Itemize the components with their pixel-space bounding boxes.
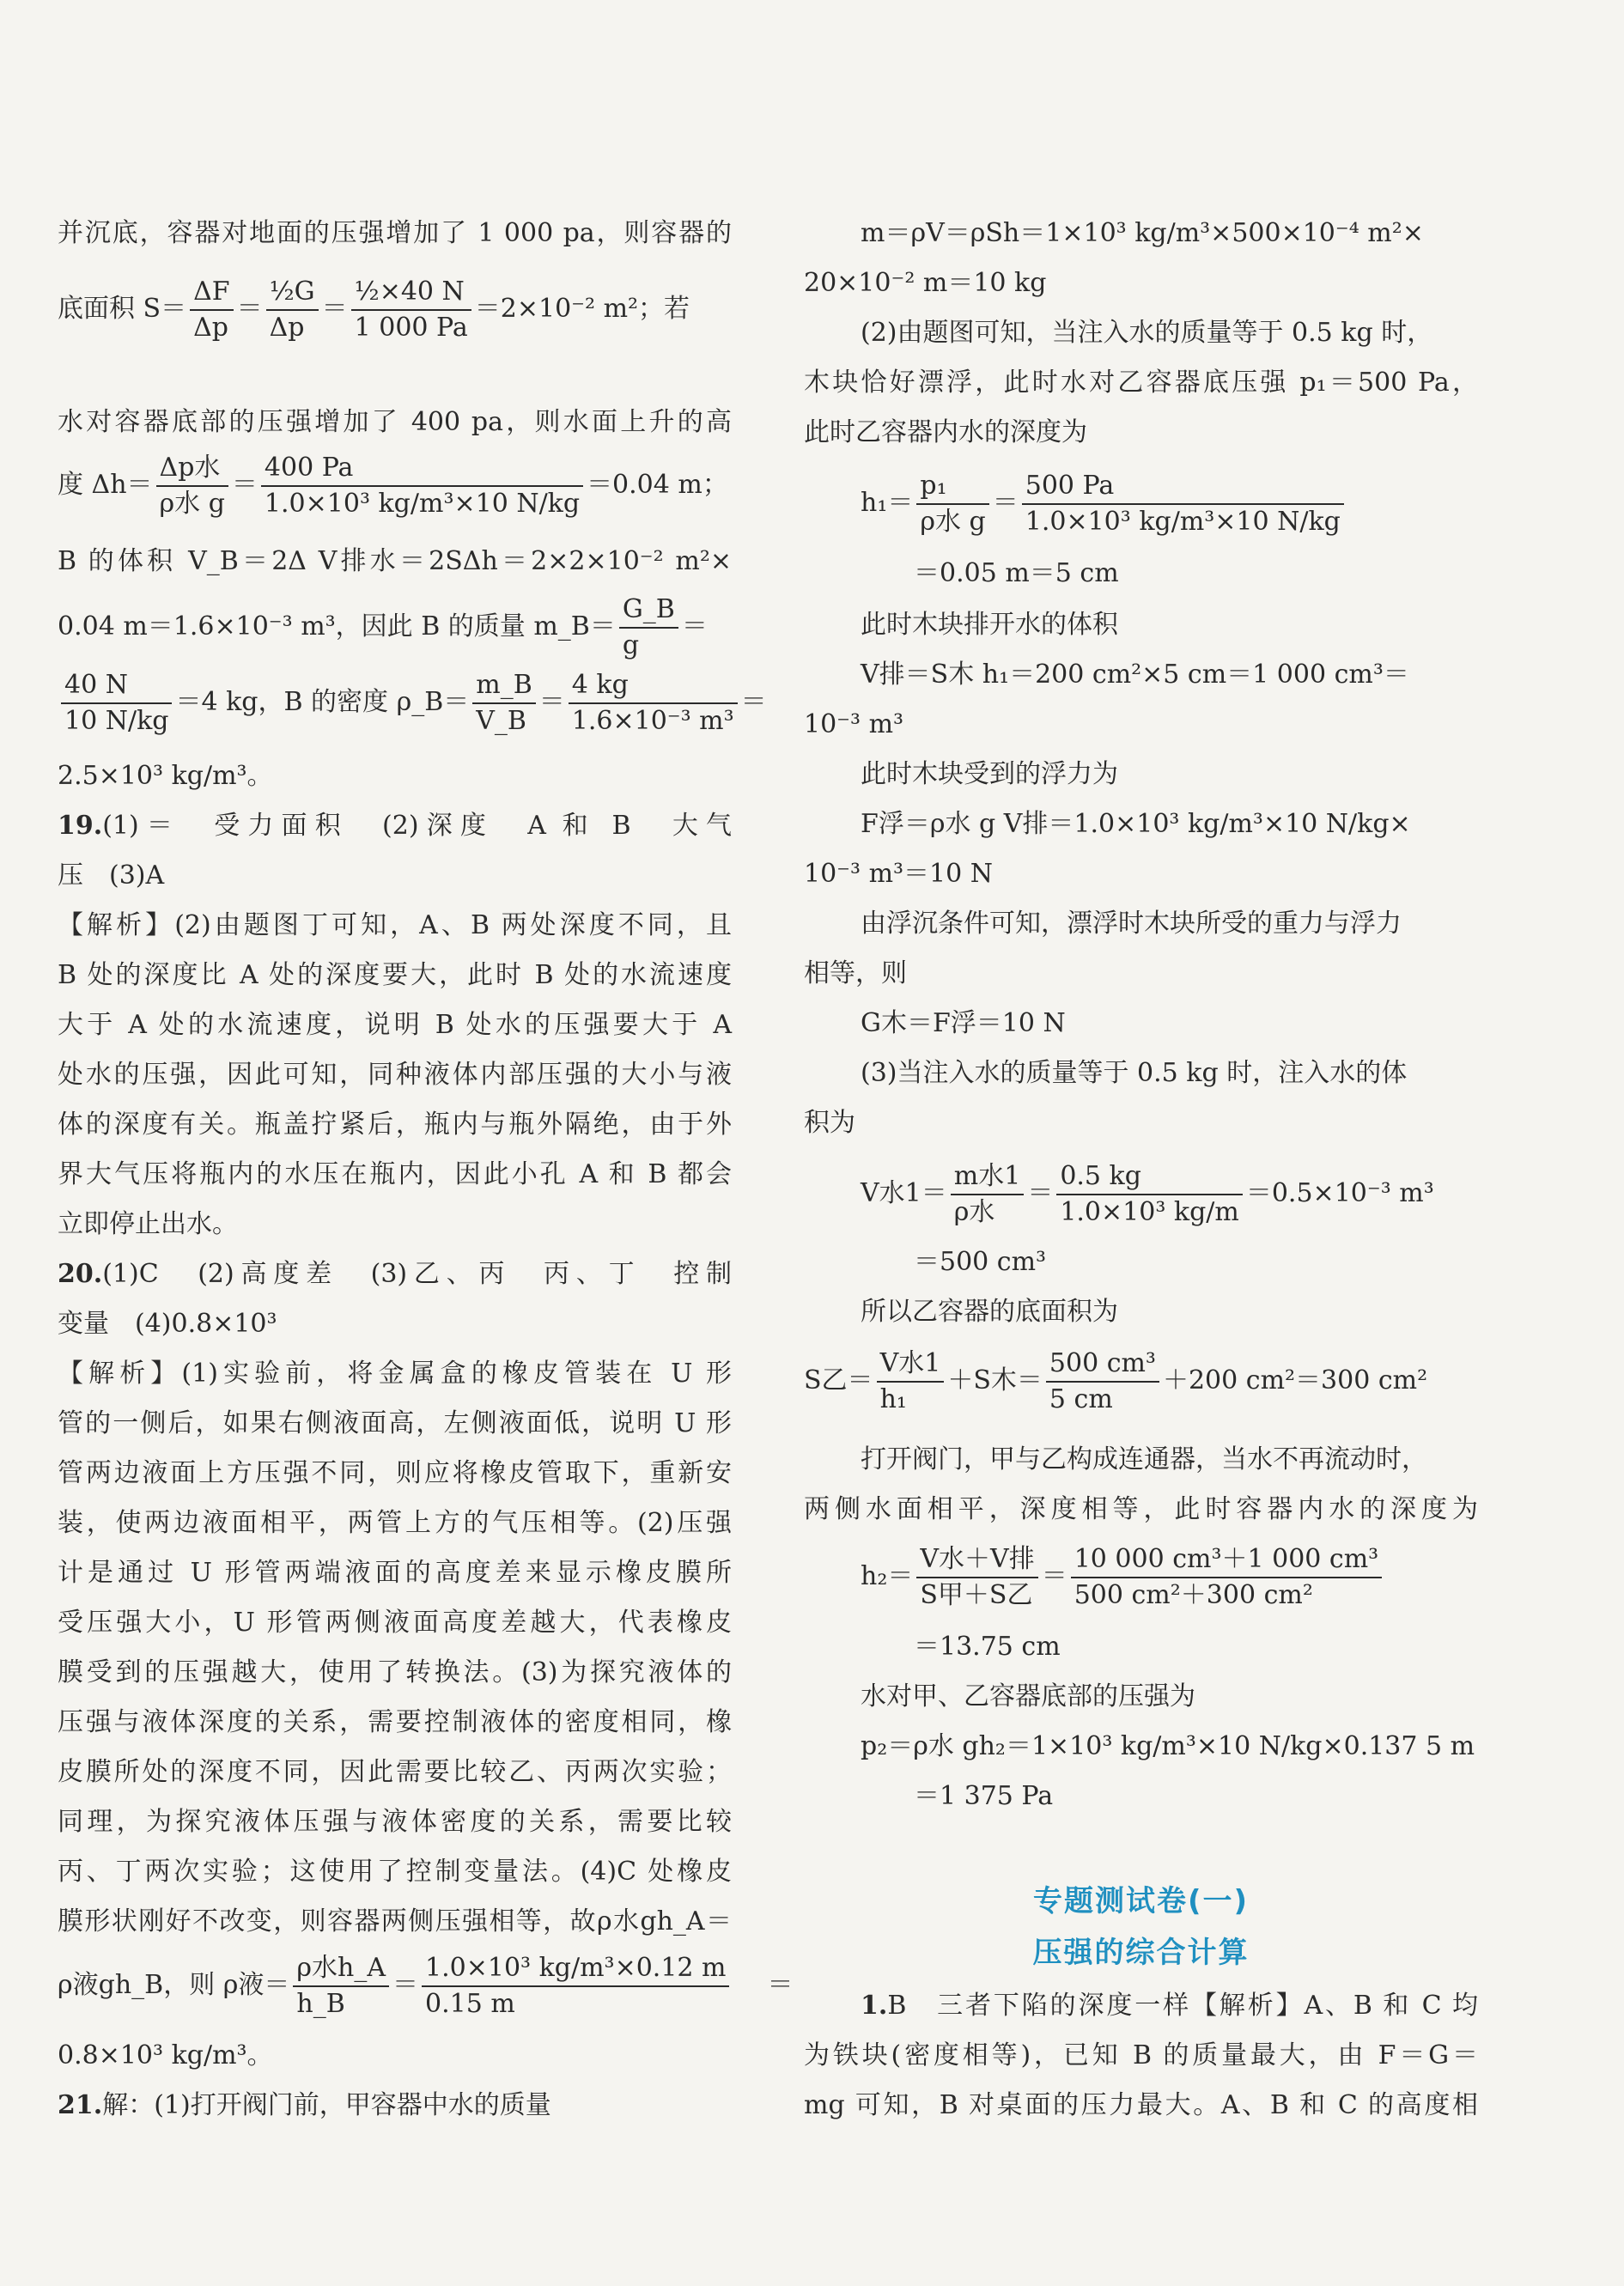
text-line: 10⁻³ m³＝10 N bbox=[804, 859, 994, 889]
denominator: V_B bbox=[476, 706, 526, 736]
numerator: 500 Pa bbox=[1022, 471, 1344, 505]
answer-20 bbox=[58, 1257, 732, 1292]
text-run: ＝0.5×10⁻³ m³ bbox=[1245, 1178, 1434, 1208]
text-line: 皮膜所处的深度不同，因此需要比较乙、丙两次实验； bbox=[58, 1757, 732, 1787]
denominator: ρ水 g bbox=[920, 507, 986, 537]
text-run: ＝0.04 m； bbox=[587, 470, 728, 500]
text-line: 并沉底，容器对地面的压强增加了 1 000 pa，则容器的 bbox=[58, 218, 732, 248]
numerator: 500 cm³ bbox=[1046, 1348, 1159, 1383]
fraction bbox=[351, 277, 471, 344]
text-run: ＝2×10⁻² m²；若 bbox=[474, 294, 690, 324]
question-number: 1. bbox=[861, 1991, 888, 2021]
text-line: 管的一侧后，如果右侧液面高，左侧液面低，说明 U 形 bbox=[58, 1408, 732, 1438]
text-run: (1)＝ 受力面积 (2)深度 A 和 B 大气 bbox=[102, 811, 732, 841]
text-line: ＝500 cm³ bbox=[914, 1247, 1047, 1277]
text-line: 此时木块排开水的体积 bbox=[861, 610, 1118, 640]
text-line: mg 可知，B 对桌面的压力最大。A、B 和 C 的高度相 bbox=[804, 2090, 1478, 2120]
denominator: Δp bbox=[269, 313, 305, 343]
fraction bbox=[266, 277, 319, 344]
text-line: 界大气压将瓶内的水压在瓶内，因此小孔 A 和 B 都会 bbox=[58, 1159, 732, 1189]
text-run: 底面积 S＝ bbox=[58, 294, 187, 324]
formula-line bbox=[58, 594, 732, 661]
text-line: 此时乙容器内水的深度为 bbox=[804, 417, 1087, 447]
text-line: 水对容器底部的压强增加了 400 pa，则水面上升的高 bbox=[58, 407, 732, 437]
text-run: ＝ bbox=[767, 1970, 794, 2000]
fraction bbox=[1056, 1161, 1243, 1228]
denominator: 1.0×10³ kg/m³×10 N/kg bbox=[264, 489, 581, 519]
answer-1 bbox=[804, 1989, 1478, 2023]
numerator: ½×40 N bbox=[351, 277, 471, 311]
text-line: 0.8×10³ kg/m³。 bbox=[58, 2040, 273, 2070]
numerator: m水1 bbox=[951, 1161, 1025, 1195]
formula-line bbox=[58, 453, 732, 520]
text-line: 处水的压强，因此可知，同种液体内部压强的大小与液 bbox=[58, 1060, 732, 1090]
text-run: 解：(1)打开阀门前，甲容器中水的质量 bbox=[102, 2090, 551, 2120]
formula-line bbox=[804, 1348, 1478, 1415]
denominator: g bbox=[622, 630, 640, 660]
denominator: 1 000 Pa bbox=[354, 313, 468, 343]
text-line: 压 (3)A bbox=[58, 860, 165, 891]
numerator: 0.5 kg bbox=[1056, 1161, 1243, 1195]
numerator: 10 000 cm³＋1 000 cm³ bbox=[1071, 1544, 1382, 1578]
fraction bbox=[472, 670, 536, 737]
question-number: 19. bbox=[58, 811, 103, 841]
text-line: 打开阀门，甲与乙构成连通器，当水不再流动时， bbox=[861, 1444, 1427, 1474]
denominator: 5 cm bbox=[1049, 1384, 1113, 1414]
numerator: 4 kg bbox=[569, 670, 738, 704]
formula-line bbox=[58, 277, 732, 344]
fraction bbox=[877, 1348, 945, 1415]
answer-19 bbox=[58, 809, 732, 843]
text-run: B 三者下陷的深度一样【解析】A、B 和 C 均 bbox=[887, 1991, 1478, 2021]
numerator: m_B bbox=[472, 670, 536, 704]
text-line: ＝0.05 m＝5 cm bbox=[914, 558, 1119, 588]
text-line: 丙、丁两次实验；这使用了控制变量法。(4)C 处橡皮 bbox=[58, 1857, 732, 1887]
text-line: V排＝S木 h₁＝200 cm²×5 cm＝1 000 cm³＝ bbox=[861, 660, 1409, 690]
text-run: ＝ bbox=[740, 687, 767, 717]
text-run: (1)C (2)高度差 (3)乙、丙 丙、丁 控制 bbox=[102, 1259, 732, 1289]
text-run: V水1＝ bbox=[861, 1178, 947, 1208]
text-run: ＝ bbox=[321, 294, 348, 324]
section-heading: 专题测试卷(一) bbox=[1032, 1884, 1250, 1918]
text-line: p₂＝ρ水 gh₂＝1×10³ kg/m³×10 N/kg×0.137 5 m bbox=[861, 1731, 1475, 1761]
text-line: 受压强大小，U 形管两侧液面高度差越大，代表橡皮 bbox=[58, 1608, 732, 1638]
text-run: h₂＝ bbox=[861, 1561, 914, 1591]
text-run: h₁＝ bbox=[861, 488, 914, 518]
fraction bbox=[1022, 471, 1344, 538]
section-subheading: 压强的综合计算 bbox=[1032, 1936, 1250, 1970]
text-line: 同理，为探究液体压强与液体密度的关系，需要比较 bbox=[58, 1807, 732, 1837]
text-run: ＝ bbox=[681, 611, 708, 641]
numerator: 400 Pa bbox=[261, 453, 583, 487]
numerator: p₁ bbox=[916, 471, 988, 505]
numerator: Δp水 bbox=[156, 453, 228, 487]
fraction bbox=[61, 670, 172, 737]
denominator: 0.15 m bbox=[425, 1989, 515, 2019]
text-run: S乙＝ bbox=[804, 1365, 873, 1395]
formula-line bbox=[58, 1953, 794, 2020]
text-line: ＝1 375 Pa bbox=[914, 1781, 1054, 1811]
fraction bbox=[1071, 1544, 1382, 1611]
text-run: 度 Δh＝ bbox=[58, 470, 153, 500]
denominator: Δp bbox=[193, 313, 228, 343]
text-line: (2)由题图可知，当注入水的质量等于 0.5 kg 时， bbox=[861, 318, 1433, 348]
fraction bbox=[916, 471, 988, 538]
text-line: B 的体积 V_B＝2Δ V排水＝2SΔh＝2×2×10⁻² m²× bbox=[58, 546, 732, 576]
formula-line bbox=[861, 471, 1478, 538]
formula-line bbox=[861, 1161, 1478, 1228]
numerator: ρ水h_A bbox=[293, 1953, 389, 1987]
numerator: ΔF bbox=[190, 277, 233, 311]
text-run: ＝ bbox=[392, 1970, 419, 2000]
denominator: S甲＋S乙 bbox=[920, 1580, 1033, 1610]
text-line: 积为 bbox=[804, 1108, 855, 1138]
text-run: ＝ bbox=[992, 488, 1019, 518]
denominator: 1.0×10³ kg/m³×10 N/kg bbox=[1025, 507, 1341, 537]
fraction bbox=[1046, 1348, 1159, 1415]
text-run: ＋S木＝ bbox=[947, 1365, 1043, 1395]
text-line: 立即停止出水。 bbox=[58, 1209, 238, 1239]
fraction bbox=[261, 453, 583, 520]
text-line: ＝13.75 cm bbox=[914, 1632, 1061, 1662]
text-run: ＋200 cm²＝300 cm² bbox=[1162, 1365, 1428, 1395]
numerator: V水＋V排 bbox=[916, 1544, 1037, 1578]
text-line: 【解析】(1)实验前，将金属盒的橡皮管装在 U 形 bbox=[58, 1359, 732, 1389]
text-run: ＝ bbox=[538, 687, 565, 717]
question-number: 21. bbox=[58, 2090, 103, 2120]
text-line: 压强与液体深度的关系，需要控制液体的密度相同，橡 bbox=[58, 1707, 732, 1737]
text-run: ＝ bbox=[236, 294, 263, 324]
formula-line bbox=[861, 1544, 1478, 1611]
denominator: h₁ bbox=[879, 1384, 907, 1414]
fraction bbox=[422, 1953, 729, 2020]
numerator: 40 N bbox=[61, 670, 172, 704]
text-run: ＝4 kg，B 的密度 ρ_B＝ bbox=[175, 687, 470, 717]
text-line: 膜形状刚好不改变，则容器两侧压强相等，故ρ水gh_A＝ bbox=[58, 1906, 732, 1936]
text-line: 由浮沉条件可知，漂浮时木块所受的重力与浮力 bbox=[861, 909, 1402, 939]
text-run: ＝ bbox=[1041, 1561, 1067, 1591]
formula-line bbox=[58, 670, 767, 737]
text-line: 管两边液面上方压强不同，则应将橡皮管取下，重新安 bbox=[58, 1458, 732, 1488]
text-line: 两侧水面相平，深度相等，此时容器内水的深度为 bbox=[804, 1494, 1478, 1524]
denominator: 1.6×10⁻³ m³ bbox=[571, 706, 734, 736]
text-line: 水对甲、乙容器底部的压强为 bbox=[861, 1681, 1195, 1711]
text-line: F浮＝ρ水 g V排＝1.0×10³ kg/m³×10 N/kg× bbox=[861, 809, 1411, 839]
text-run: ＝ bbox=[231, 470, 258, 500]
denominator: ρ水 g bbox=[159, 489, 225, 519]
text-line: 20×10⁻² m＝10 kg bbox=[804, 268, 1047, 298]
text-line: 大于 A 处的水流速度，说明 B 处水的压强要大于 A bbox=[58, 1010, 732, 1040]
text-line: 相等，则 bbox=[804, 958, 907, 988]
fraction bbox=[569, 670, 738, 737]
text-line: 木块恰好漂浮，此时水对乙容器底压强 p₁＝500 Pa， bbox=[804, 368, 1478, 398]
text-line: G木＝F浮＝10 N bbox=[861, 1008, 1066, 1038]
denominator: 1.0×10³ kg/m bbox=[1060, 1197, 1239, 1227]
fraction bbox=[156, 453, 228, 520]
numerator: G_B bbox=[619, 594, 678, 629]
text-run: 0.04 m＝1.6×10⁻³ m³，因此 B 的质量 m_B＝ bbox=[58, 611, 616, 641]
text-run: ＝ bbox=[1027, 1178, 1054, 1208]
fraction bbox=[619, 594, 678, 661]
text-line: 此时木块受到的浮力为 bbox=[861, 759, 1118, 789]
fraction bbox=[190, 277, 233, 344]
denominator: h_B bbox=[296, 1989, 345, 2019]
fraction bbox=[951, 1161, 1025, 1228]
text-line: 计是通过 U 形管两端液面的高度差来显示橡皮膜所 bbox=[58, 1558, 732, 1588]
text-line: 【解析】(2)由题图丁可知，A、B 两处深度不同，且 bbox=[58, 910, 732, 940]
text-line: 所以乙容器的底面积为 bbox=[861, 1297, 1118, 1327]
text-line: 膜受到的压强越大，使用了转换法。(3)为探究液体的 bbox=[58, 1657, 732, 1687]
denominator: ρ水 bbox=[953, 1197, 995, 1227]
numerator: V水1 bbox=[877, 1348, 945, 1383]
text-line: 10⁻³ m³ bbox=[804, 709, 904, 739]
text-run: ρ液gh_B，则 ρ液＝ bbox=[58, 1970, 290, 2000]
fraction bbox=[916, 1544, 1037, 1611]
numerator: ½G bbox=[266, 277, 319, 311]
text-line: 体的深度有关。瓶盖拧紧后，瓶内与瓶外隔绝，由于外 bbox=[58, 1110, 732, 1140]
denominator: 500 cm²＋300 cm² bbox=[1074, 1580, 1313, 1610]
text-line: 装，使两边液面相平，两管上方的气压相等。(2)压强 bbox=[58, 1508, 732, 1538]
text-line: m＝ρV＝ρSh＝1×10³ kg/m³×500×10⁻⁴ m²× bbox=[861, 218, 1424, 248]
fraction bbox=[293, 1953, 389, 2020]
text-line: 为铁块(密度相等)，已知 B 的质量最大，由 F＝G＝ bbox=[804, 2040, 1478, 2070]
text-line: 2.5×10³ kg/m³。 bbox=[58, 761, 273, 791]
question-number: 20. bbox=[58, 1259, 103, 1289]
numerator: 1.0×10³ kg/m³×0.12 m bbox=[422, 1953, 729, 1987]
text-line: 变量 (4)0.8×10³ bbox=[58, 1309, 277, 1339]
text-line: B 处的深度比 A 处的深度要大，此时 B 处的水流速度 bbox=[58, 960, 732, 990]
denominator: 10 N/kg bbox=[64, 706, 169, 736]
answer-21 bbox=[58, 2088, 732, 2123]
text-line: (3)当注入水的质量等于 0.5 kg 时，注入水的体 bbox=[861, 1058, 1408, 1088]
